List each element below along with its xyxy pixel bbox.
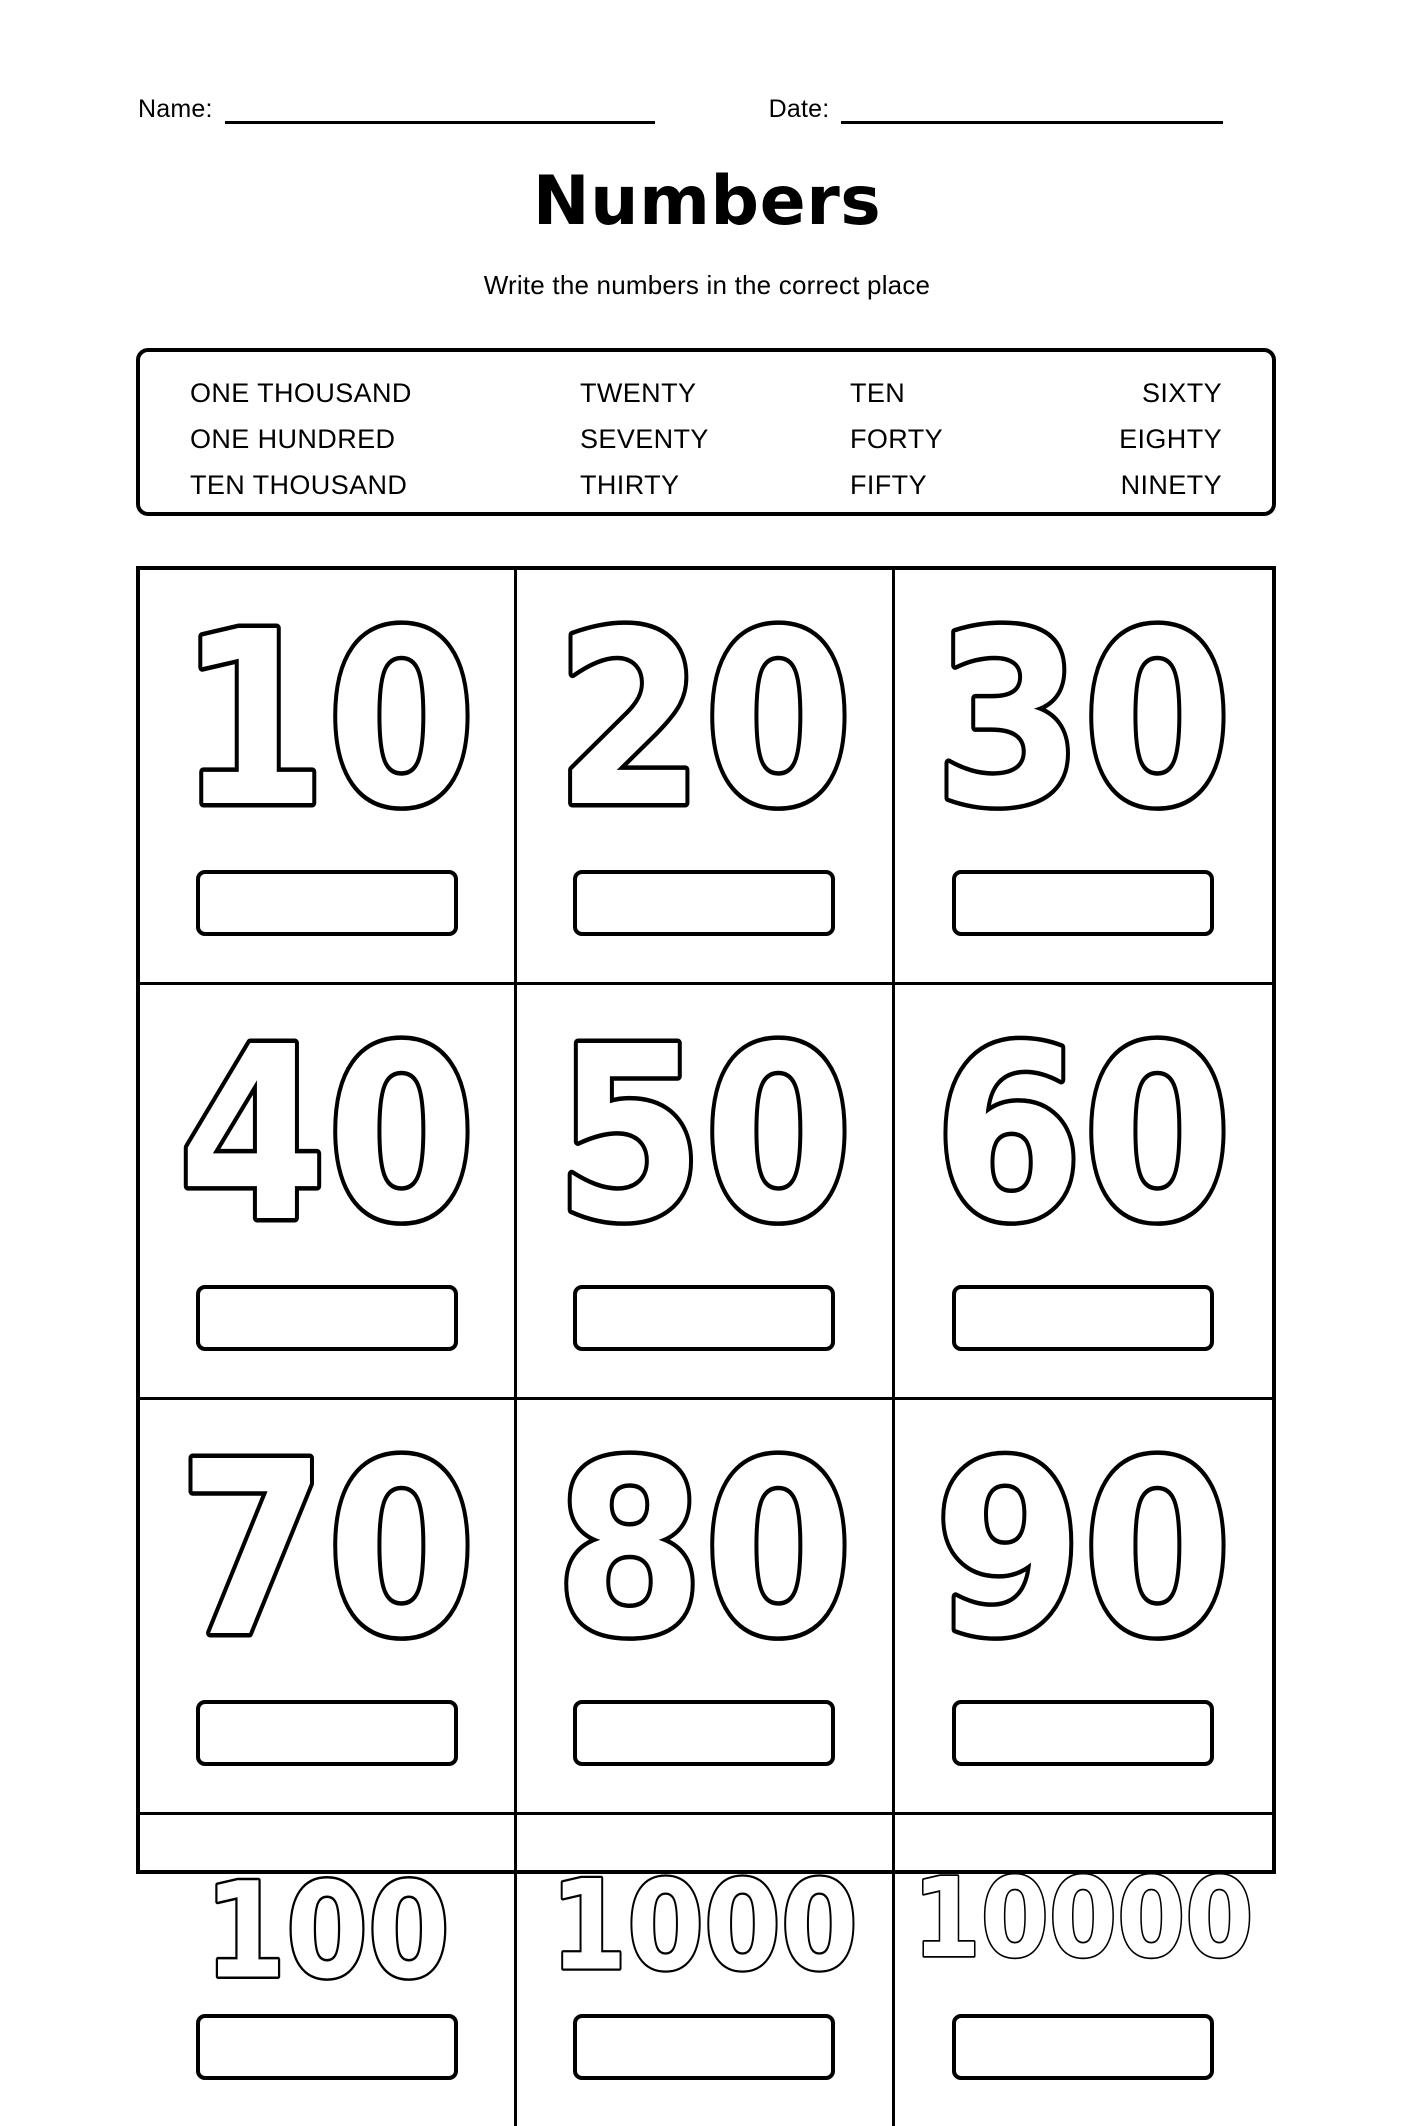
number-glyphs: 90 bbox=[934, 1410, 1233, 1690]
answer-box[interactable] bbox=[573, 870, 835, 936]
answer-box[interactable] bbox=[573, 2014, 835, 2080]
number-cell bbox=[140, 570, 517, 985]
number-glyphs: 10 bbox=[178, 580, 476, 860]
date-write-line[interactable] bbox=[841, 121, 1223, 124]
number-grid bbox=[136, 566, 1276, 2009]
outline-number-svg bbox=[524, 1849, 884, 2004]
outline-number bbox=[140, 570, 514, 870]
page-title: Numbers bbox=[532, 162, 882, 241]
outline-number bbox=[895, 570, 1272, 870]
number-glyphs: 40 bbox=[178, 995, 476, 1275]
outline-number bbox=[895, 1815, 1272, 2014]
word-bank-word: ONE THOUSAND bbox=[190, 377, 412, 408]
answer-box[interactable] bbox=[573, 1285, 835, 1351]
outline-number-svg bbox=[147, 1400, 507, 1700]
number-cell bbox=[140, 1400, 517, 1815]
page-subtitle: Write the numbers in the correct place bbox=[483, 270, 931, 300]
outline-number bbox=[140, 1400, 514, 1700]
outline-number-svg bbox=[903, 1400, 1263, 1700]
number-cell bbox=[517, 570, 894, 985]
answer-box[interactable] bbox=[952, 870, 1214, 936]
outline-number-svg bbox=[147, 1849, 507, 2014]
number-cell bbox=[895, 985, 1272, 1400]
number-cell bbox=[895, 1400, 1272, 1815]
number-glyphs: 20 bbox=[555, 580, 854, 860]
date-label: Date: bbox=[768, 95, 830, 123]
number-cell bbox=[895, 570, 1272, 985]
number-cell bbox=[517, 1815, 894, 2126]
student-info-row bbox=[138, 78, 1268, 124]
answer-box[interactable] bbox=[952, 1285, 1214, 1351]
outline-number-svg bbox=[903, 985, 1263, 1285]
number-glyphs: 60 bbox=[934, 995, 1233, 1275]
word-bank-word: NINETY bbox=[1120, 469, 1222, 500]
outline-number-svg bbox=[903, 570, 1263, 870]
outline-number bbox=[517, 1400, 891, 1700]
word-bank-word: EIGHTY bbox=[1119, 423, 1222, 454]
word-bank-word: TWENTY bbox=[580, 377, 697, 408]
word-bank-row bbox=[190, 462, 1232, 508]
word-bank-word: THIRTY bbox=[580, 469, 680, 500]
outline-number bbox=[517, 985, 891, 1285]
number-cell bbox=[517, 985, 894, 1400]
number-cell bbox=[895, 1815, 1272, 2126]
number-glyphs: 1000 bbox=[550, 1854, 859, 1999]
word-bank-row bbox=[190, 416, 1232, 462]
answer-box[interactable] bbox=[196, 2014, 458, 2080]
answer-box[interactable] bbox=[196, 1285, 458, 1351]
outline-number bbox=[140, 1815, 514, 2014]
outline-number bbox=[517, 1815, 891, 2014]
outline-number bbox=[140, 985, 514, 1285]
number-cell bbox=[140, 1815, 517, 2126]
word-bank bbox=[136, 348, 1276, 516]
word-bank-word: TEN bbox=[850, 377, 906, 408]
outline-number bbox=[895, 1400, 1272, 1700]
number-glyphs: 100 bbox=[204, 1854, 450, 2009]
number-cell bbox=[140, 985, 517, 1400]
answer-box[interactable] bbox=[196, 870, 458, 936]
word-bank-word: FORTY bbox=[850, 423, 944, 454]
outline-number bbox=[517, 570, 891, 870]
outline-number-svg bbox=[524, 570, 884, 870]
number-glyphs: 10000 bbox=[912, 1854, 1254, 1982]
number-cell bbox=[517, 1400, 894, 1815]
word-bank-row bbox=[190, 370, 1232, 416]
name-field[interactable] bbox=[138, 97, 655, 124]
outline-number-svg bbox=[903, 1849, 1263, 1987]
number-glyphs: 80 bbox=[555, 1410, 854, 1690]
answer-box[interactable] bbox=[196, 1700, 458, 1766]
name-label: Name: bbox=[138, 95, 213, 123]
outline-number-svg bbox=[524, 1400, 884, 1700]
outline-number-svg bbox=[147, 985, 507, 1285]
word-bank-word: TEN THOUSAND bbox=[190, 469, 408, 500]
number-glyphs: 50 bbox=[555, 995, 854, 1275]
word-bank-word: FIFTY bbox=[850, 469, 927, 500]
answer-box[interactable] bbox=[952, 1700, 1214, 1766]
word-bank-word: SIXTY bbox=[1141, 377, 1222, 408]
name-write-line[interactable] bbox=[225, 121, 655, 124]
number-glyphs: 70 bbox=[178, 1410, 476, 1690]
number-glyphs: 30 bbox=[934, 580, 1233, 860]
word-bank-word: ONE HUNDRED bbox=[190, 423, 396, 454]
outline-number bbox=[895, 985, 1272, 1285]
outline-number-svg bbox=[147, 570, 507, 870]
answer-box[interactable] bbox=[952, 2014, 1214, 2080]
word-bank-word: SEVENTY bbox=[580, 423, 709, 454]
date-field[interactable] bbox=[769, 97, 1224, 124]
outline-number-svg bbox=[524, 985, 884, 1285]
answer-box[interactable] bbox=[573, 1700, 835, 1766]
